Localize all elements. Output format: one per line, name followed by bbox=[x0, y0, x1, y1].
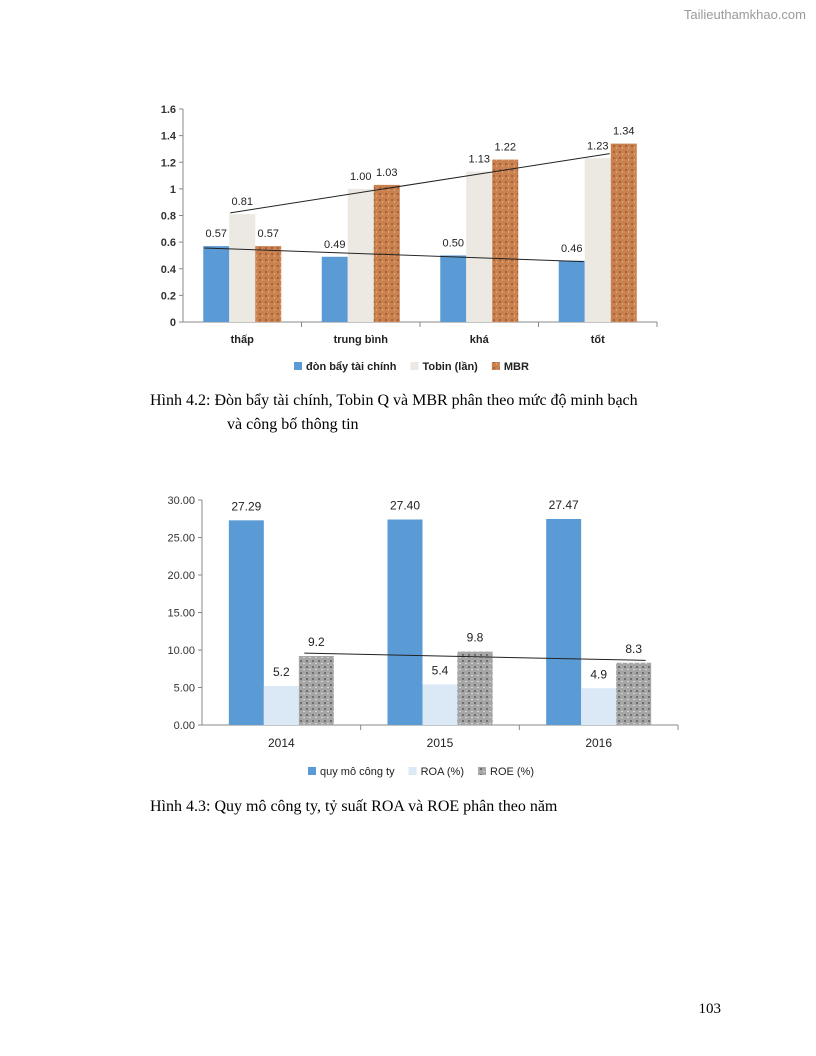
data-label: 1.23 bbox=[587, 140, 609, 153]
data-label: 1.00 bbox=[350, 170, 372, 183]
data-label: 27.29 bbox=[231, 499, 262, 514]
figure-caption-4-2-line1: Hình 4.2: Đòn bẩy tài chính, Tobin Q và MBR phân theo mức độ minh bạch bbox=[150, 392, 638, 409]
data-label: 5.4 bbox=[431, 663, 449, 678]
x-tick-label: 2015 bbox=[426, 736, 454, 750]
x-tick-label: tốt bbox=[590, 334, 605, 346]
bar bbox=[423, 685, 458, 726]
bar bbox=[458, 652, 493, 726]
y-tick-label: 30.00 bbox=[167, 495, 195, 507]
y-tick-label: 1.4 bbox=[160, 130, 176, 143]
data-label: 9.2 bbox=[307, 635, 325, 649]
data-label: 0.81 bbox=[231, 196, 253, 209]
legend-label: ROE (%) bbox=[490, 766, 534, 778]
x-tick-label: khá bbox=[469, 334, 489, 346]
y-tick-label: 0 bbox=[169, 317, 176, 329]
legend-label: Tobin (lần) bbox=[422, 361, 478, 373]
data-label: 8.3 bbox=[625, 641, 643, 656]
x-tick-label: 2016 bbox=[585, 736, 613, 750]
data-label: 1.22 bbox=[494, 141, 516, 154]
data-label: 1.03 bbox=[376, 166, 398, 179]
y-tick-label: 0.8 bbox=[160, 210, 176, 223]
figure-caption-4-2-line2: và công bố thông tin bbox=[227, 416, 359, 433]
y-tick-label: 15.00 bbox=[167, 607, 195, 620]
data-label: 5.2 bbox=[272, 665, 290, 679]
data-label: 1.34 bbox=[613, 125, 635, 138]
y-tick-label: 0.2 bbox=[160, 290, 176, 303]
bar bbox=[581, 688, 616, 725]
y-tick-label: 1.2 bbox=[160, 157, 176, 170]
x-tick-label: thấp bbox=[230, 334, 254, 346]
bar bbox=[299, 656, 334, 725]
bar bbox=[264, 686, 299, 725]
data-label: 27.40 bbox=[389, 498, 421, 513]
figure-caption-4-3: Hình 4.3: Quy mô công ty, tỷ suất ROA và ROE phân theo năm bbox=[150, 798, 558, 815]
y-tick-label: 0.6 bbox=[160, 237, 176, 250]
y-tick-label: 1 bbox=[169, 183, 176, 196]
data-label: 1.13 bbox=[468, 153, 490, 166]
data-label: 0.50 bbox=[442, 237, 464, 250]
legend-label: ROA (%) bbox=[420, 766, 464, 778]
data-label: 0.46 bbox=[561, 242, 583, 255]
data-label: 27.47 bbox=[548, 497, 579, 512]
bar bbox=[546, 519, 581, 725]
x-tick-label: 2014 bbox=[267, 736, 295, 750]
page-number: 103 bbox=[698, 1001, 721, 1017]
bar bbox=[229, 520, 264, 725]
data-label: 4.9 bbox=[590, 667, 608, 682]
y-tick-label: 10.00 bbox=[167, 645, 195, 657]
y-tick-label: 5.00 bbox=[173, 682, 195, 695]
legend-label: quy mô công ty bbox=[320, 766, 395, 778]
y-tick-label: 1.6 bbox=[160, 104, 176, 116]
data-label: 0.57 bbox=[257, 228, 279, 241]
legend-swatch bbox=[409, 767, 417, 775]
y-tick-label: 0.00 bbox=[173, 720, 195, 732]
legend-swatch bbox=[478, 767, 486, 775]
legend-label: MBR bbox=[503, 361, 529, 373]
y-tick-label: 0.4 bbox=[160, 263, 176, 276]
y-tick-label: 25.00 bbox=[167, 532, 195, 545]
bar bbox=[388, 520, 423, 726]
watermark: Tailieuthamkhao.com bbox=[683, 7, 806, 22]
data-label: 9.8 bbox=[466, 630, 484, 645]
legend-label: đòn bẩy tài chính bbox=[306, 361, 397, 373]
data-label: 0.49 bbox=[324, 238, 346, 251]
y-tick-label: 20.00 bbox=[167, 570, 195, 582]
x-tick-label: trung bình bbox=[333, 334, 388, 346]
legend-swatch bbox=[308, 767, 316, 775]
data-label: 0.57 bbox=[205, 228, 227, 241]
bar bbox=[616, 663, 651, 725]
